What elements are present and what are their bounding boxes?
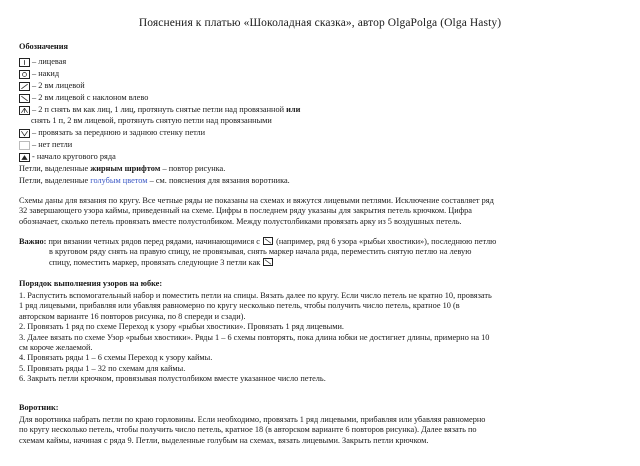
order-heading: Порядок выполнения узоров на юбке:	[19, 279, 163, 288]
bold-explanation: Петли, выделенные жирным шрифтом – повтор рисунка.	[19, 164, 226, 173]
front-back-icon	[19, 129, 30, 138]
legend-item-text: - начало кругового ряда	[32, 151, 116, 161]
legend-item-text: – 2 вм лицевой с наклоном влево	[32, 92, 149, 102]
k2tog-icon	[19, 82, 30, 91]
yarn-over-icon	[19, 70, 30, 79]
no-stitch-icon	[19, 141, 30, 150]
legend-item-text: – провязать за переднюю и заднюю стенку петли	[32, 127, 206, 137]
legend-item	[19, 105, 300, 115]
legend-item-text: – 2 п снять вм как лиц, 1 лиц, протянуть снятые петли над провязанной или	[32, 104, 301, 114]
legend-item	[19, 93, 148, 103]
ssk-left-icon	[19, 94, 30, 103]
ssk-left-icon	[263, 258, 273, 266]
collar-paragraph: Для воротника набрать петли по краю горловины. Если необходимо, провязать 1 ряд лицевыми, прибавляя или убавляя равномерно по кругу несколько петель, чтобы получить число петель, кратное 18 (в авторском варианте 6 повторов рисунка). Далее вязать по схемам каймы, начиная с ряда 9. Петли, выделенные голубым на схемах, вязать лицевыми. Закрыть петли крючком.	[19, 415, 486, 445]
legend-item	[19, 57, 66, 67]
legend-item-text: – нет петли	[32, 139, 73, 149]
important-note: Важно: при вязании четных рядов перед рядами, начинающимися с (например, ряд 6 узора «рыбьи хвостики»), последнюю петлю в круговом ряду снять на правую спицу, не провязывая, снять маркер начала ряда, переместить снятую петлю на левую спицу, поместить маркер, провязать следующие 3 петли как	[19, 237, 497, 267]
collar-heading: Воротник:	[19, 403, 59, 412]
order-steps: 1. Распустить вспомогательный набор и поместить петли на спицы. Вязать далее по кругу. Если число петель не кратно 10, провязать 1 ряд лицевыми, прибавляя или убавляя равномерно по кругу несколько петель, чтобы получить число петель, кратное 10 (в авторском варианте 16 повторов рисунка, по 8 спереди и сзади). 2. Провязать 1 ряд по схеме Переход к узору «рыбьи хвостики». Провязать 1 ряд лицевыми. 3. Далее вязать по схеме Узор «рыбьи хвостики». Ряды 1 – 6 схемы повторять, пока длина юбки не достигнет длины, примерно на 10 см короче желаемой. 4. Провязать ряды 1 – 6 схемы Переход к узору каймы. 5. Провязать ряды 1 – 32 по схемам для каймы. 6. Закрыть петли крючком, провязывая полустолбиком вместе указанное число петель.	[19, 291, 492, 384]
schemes-paragraph: Схемы даны для вязания по кругу. Все четные ряды не показаны на схемах и вяжутся лицевыми петлями. Исключение составляет ряд 32 завершающего узора каймы, приведенный на схеме. Цифры в последнем ряду указаны для закрытия петель крючком. Цифра обозначает, сколько петель провязать вместе полустолбиком. Между полустолбиками провязать арку из 5 воздушных петель.	[19, 196, 494, 226]
legend-item	[19, 140, 72, 150]
double-decrease-icon	[19, 106, 30, 115]
blue-explanation: Петли, выделенные голубым цветом – см. пояснения для вязания воротника.	[19, 176, 290, 185]
knit-stitch-icon	[19, 58, 30, 67]
legend-item-continuation: снять 1 п, 2 вм лицевой, протянуть снятую петли над провязанными	[31, 116, 272, 125]
legend-item	[19, 152, 116, 162]
legend-item-text: – 2 вм лицевой	[32, 80, 85, 90]
legend-item	[19, 81, 85, 91]
legend-item-text: – лицевая	[32, 56, 67, 66]
round-start-icon	[19, 153, 30, 162]
legend-item	[19, 128, 205, 138]
ssk-left-icon	[263, 237, 273, 245]
legend-item-text: – накид	[32, 68, 60, 78]
legend-heading: Обозначения	[19, 42, 68, 51]
page-title: Пояснения к платью «Шоколадная сказка», автор OlgaPolga (Olga Hasty)	[138, 17, 502, 29]
legend-item	[19, 69, 59, 79]
important-label: Важно:	[19, 237, 47, 246]
